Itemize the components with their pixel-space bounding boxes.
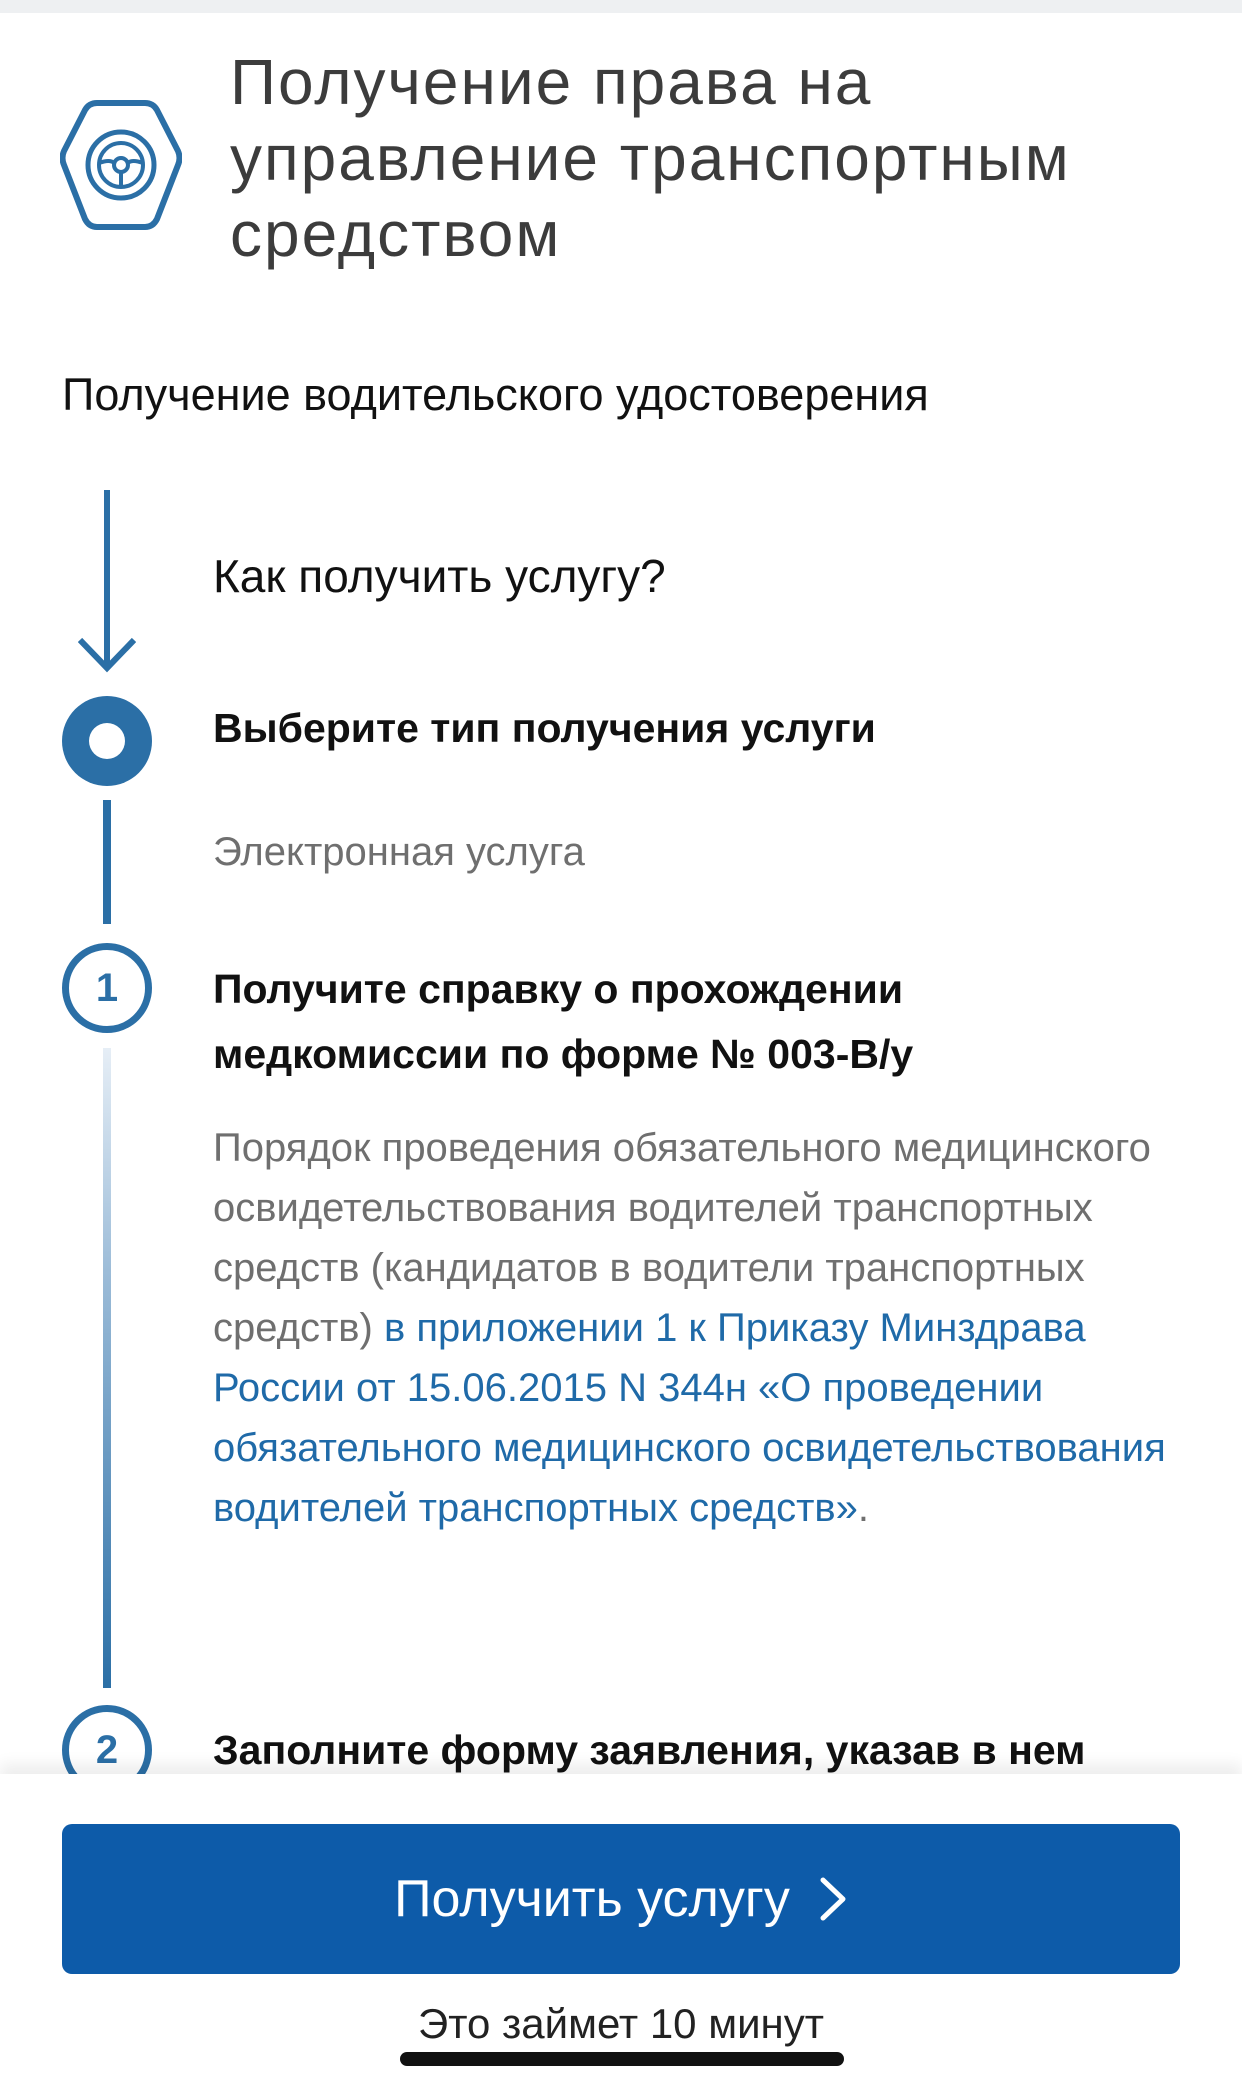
timeline-line xyxy=(103,1048,111,1688)
step-1-title-line: медкомиссии по форме № 003-В/у xyxy=(213,1031,914,1077)
get-service-label: Получить услугу xyxy=(394,1870,790,1928)
chevron-right-icon xyxy=(818,1875,848,1923)
step-current-marker xyxy=(62,696,152,786)
step-choose-type-title: Выберите тип получения услуги xyxy=(213,705,876,751)
page-subtitle: Получение водительского удостоверения xyxy=(62,369,929,420)
get-service-button[interactable] xyxy=(62,1824,1180,1974)
service-title-line: средством xyxy=(230,198,562,270)
step-1-marker: 1 xyxy=(62,943,152,1033)
home-indicator[interactable] xyxy=(400,2052,844,2066)
step-1-title-line: Получите справку о прохождении xyxy=(213,966,904,1012)
order-link[interactable]: в приложении 1 к Приказу Минздрава России от 15.06.2015 N 344н «О проведении обязательного медицинского освидетельствования водителей транспортных средств» xyxy=(213,1306,1166,1530)
step-1-title xyxy=(213,957,1193,1087)
how-to-get-heading: Как получить услугу? xyxy=(213,550,666,602)
step-1-desc-text: Порядок проведения обязательного медицинского освидетельствования водителей транспортных средств (кандидатов в водители транспортных средств) xyxy=(213,1126,1151,1350)
service-title-line: Получение права на xyxy=(230,46,873,118)
timeline-arrow-icon xyxy=(78,490,136,680)
step-2-marker: 2 xyxy=(62,1705,152,1795)
service-type-value[interactable]: Электронная услуга xyxy=(213,830,585,874)
status-bar-strip xyxy=(0,0,1242,13)
service-title-line: управление транспортным xyxy=(230,122,1071,194)
step-1-description xyxy=(213,1118,1173,1538)
duration-note: Это займет 10 минут xyxy=(418,2000,824,2047)
steering-wheel-icon xyxy=(60,97,182,233)
timeline-line xyxy=(103,800,111,924)
step-1-desc-end: . xyxy=(857,1486,870,1530)
step-2-title: Заполните форму заявления, указав в нем xyxy=(213,1727,1086,1773)
service-title xyxy=(230,44,1190,272)
